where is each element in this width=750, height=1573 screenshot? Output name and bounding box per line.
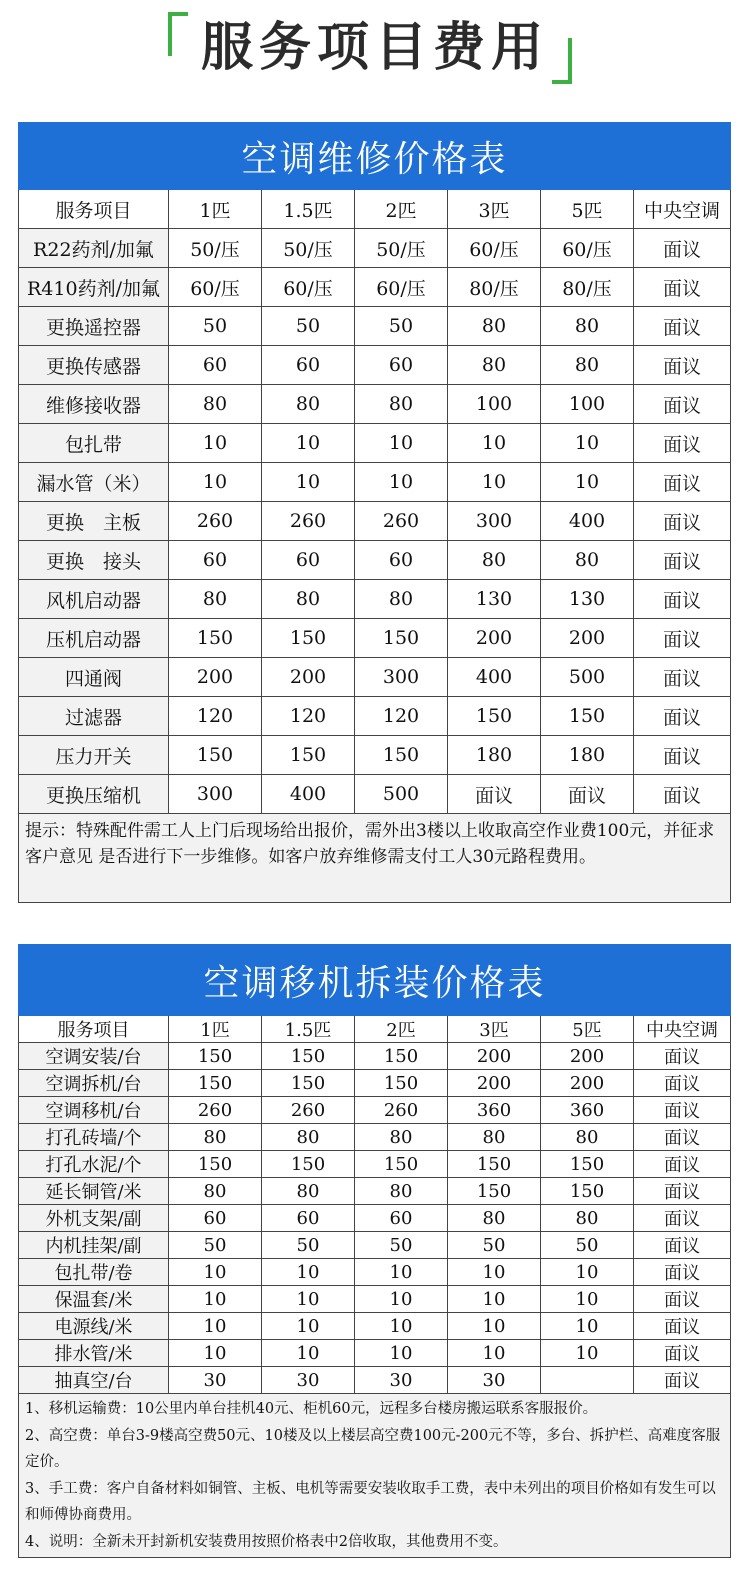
column-header: 1匹: [169, 190, 262, 229]
price-cell: 200: [262, 658, 355, 697]
price-cell: 10: [541, 1286, 634, 1313]
service-item-cell: 延长铜管/米: [19, 1178, 169, 1205]
price-cell: 80: [262, 580, 355, 619]
price-cell: 80: [448, 307, 541, 346]
price-cell: [541, 1367, 634, 1394]
price-cell: 500: [541, 658, 634, 697]
price-cell: 80: [541, 1205, 634, 1232]
price-cell: 80: [262, 385, 355, 424]
price-cell: 150: [355, 736, 448, 775]
price-cell: 50: [262, 1232, 355, 1259]
price-cell: 10: [448, 1286, 541, 1313]
service-item-cell: 内机挂架/副: [19, 1232, 169, 1259]
repair-table-title: 空调维修价格表: [19, 123, 731, 190]
table-row: [19, 1151, 731, 1178]
price-cell: 面议: [634, 658, 731, 697]
table-row: [19, 1097, 731, 1124]
price-cell: 50: [541, 1232, 634, 1259]
price-cell: 150: [448, 697, 541, 736]
table-row: [19, 1178, 731, 1205]
price-cell: 面议: [634, 424, 731, 463]
price-cell: 面议: [634, 502, 731, 541]
price-cell: 50/压: [262, 229, 355, 268]
table-row: [19, 580, 731, 619]
note-line: 1、移机运输费：10公里内单台挂机40元、柜机60元，远程多台楼房搬运联系客服报价。: [25, 1401, 598, 1417]
service-item-cell: 外机支架/副: [19, 1205, 169, 1232]
column-header: 服务项目: [19, 1016, 169, 1043]
price-cell: 10: [541, 463, 634, 502]
price-cell: 10: [262, 1340, 355, 1367]
price-cell: 150: [262, 619, 355, 658]
service-item-cell: 更换传感器: [19, 346, 169, 385]
price-cell: 面议: [634, 1286, 731, 1313]
price-cell: 300: [169, 775, 262, 814]
price-cell: 面议: [634, 1205, 731, 1232]
price-cell: 60/压: [169, 268, 262, 307]
table-row: [19, 424, 731, 463]
price-cell: 150: [448, 1151, 541, 1178]
price-cell: 面议: [634, 1070, 731, 1097]
price-cell: 10: [169, 1259, 262, 1286]
price-cell: 80: [169, 385, 262, 424]
price-cell: 10: [541, 1340, 634, 1367]
price-cell: 60: [169, 346, 262, 385]
column-header: 服务项目: [19, 190, 169, 229]
repair-price-table: [18, 122, 731, 903]
price-cell: 面议: [634, 1367, 731, 1394]
price-cell: 150: [262, 1151, 355, 1178]
price-cell: 150: [169, 736, 262, 775]
table-row: [19, 385, 731, 424]
price-cell: 260: [262, 502, 355, 541]
column-header: 中央空调: [634, 190, 731, 229]
price-cell: 80: [448, 1205, 541, 1232]
note-cell: [19, 814, 731, 903]
table-row: [19, 1340, 731, 1367]
price-cell: 150: [262, 736, 355, 775]
table-row: [19, 697, 731, 736]
price-cell: 面议: [634, 229, 731, 268]
header-row: [19, 1016, 731, 1043]
price-cell: 400: [262, 775, 355, 814]
note-row: [19, 814, 731, 903]
note-text: 提示：特殊配件需工人上门后现场给出报价，需外出3楼以上收取高空作业费100元，并征求客户意见 是否进行下一步维修。如客户放弃维修需支付工人30元路程费用。: [25, 821, 715, 867]
service-item-cell: 空调安装/台: [19, 1043, 169, 1070]
price-cell: 400: [448, 658, 541, 697]
price-cell: 10: [541, 424, 634, 463]
note-row: [19, 1394, 731, 1558]
price-cell: 10: [448, 424, 541, 463]
price-cell: 10: [169, 1340, 262, 1367]
service-item-cell: 压机启动器: [19, 619, 169, 658]
price-cell: 80: [169, 1178, 262, 1205]
price-cell: 100: [541, 385, 634, 424]
column-header: 1.5匹: [262, 190, 355, 229]
service-item-cell: R410药剂/加氟: [19, 268, 169, 307]
price-cell: 150: [169, 1151, 262, 1178]
install-table-title: 空调移机拆装价格表: [19, 945, 731, 1016]
price-cell: 150: [262, 1043, 355, 1070]
price-cell: 200: [541, 1043, 634, 1070]
install-price-table: [18, 944, 731, 1558]
price-cell: 10: [262, 424, 355, 463]
price-cell: 260: [169, 502, 262, 541]
price-cell: 30: [262, 1367, 355, 1394]
price-cell: 150: [169, 619, 262, 658]
table-row: [19, 1367, 731, 1394]
note-cell: [19, 1394, 731, 1558]
table-row: [19, 346, 731, 385]
price-cell: 150: [169, 1043, 262, 1070]
price-cell: 10: [355, 1286, 448, 1313]
header-row: [19, 190, 731, 229]
price-cell: 60: [355, 541, 448, 580]
price-cell: 10: [355, 1313, 448, 1340]
price-cell: 200: [541, 619, 634, 658]
price-cell: 10: [262, 1286, 355, 1313]
price-cell: 面议: [634, 580, 731, 619]
price-cell: 面议: [634, 541, 731, 580]
price-cell: 10: [448, 1313, 541, 1340]
price-cell: 150: [541, 1151, 634, 1178]
price-cell: 200: [448, 619, 541, 658]
price-cell: 400: [541, 502, 634, 541]
price-cell: 10: [355, 463, 448, 502]
note-line: 4、说明：全新未开封新机安装费用按照价格表中2倍收取，其他费用不变。: [25, 1533, 508, 1550]
price-cell: 150: [448, 1178, 541, 1205]
price-cell: 10: [355, 424, 448, 463]
price-cell: 180: [541, 736, 634, 775]
price-cell: 80: [355, 1178, 448, 1205]
table-row: [19, 1259, 731, 1286]
price-cell: 80: [448, 346, 541, 385]
page-title: 服务项目费用: [200, 18, 549, 78]
price-cell: 50/压: [355, 229, 448, 268]
price-cell: 60: [262, 541, 355, 580]
service-item-cell: 维修接收器: [19, 385, 169, 424]
service-item-cell: 包扎带/卷: [19, 1259, 169, 1286]
table-row: [19, 1286, 731, 1313]
price-cell: 面议: [634, 268, 731, 307]
table-row: [19, 658, 731, 697]
table-row: [19, 307, 731, 346]
service-item-cell: 排水管/米: [19, 1340, 169, 1367]
price-cell: 150: [355, 1070, 448, 1097]
service-item-cell: 打孔砖墙/个: [19, 1124, 169, 1151]
price-cell: 50: [355, 1232, 448, 1259]
price-cell: 60: [169, 541, 262, 580]
price-cell: 50: [448, 1232, 541, 1259]
price-cell: 10: [541, 1313, 634, 1340]
price-cell: 50: [355, 307, 448, 346]
price-cell: 260: [262, 1097, 355, 1124]
price-cell: 面议: [634, 1097, 731, 1124]
price-cell: 80: [355, 1124, 448, 1151]
price-cell: 180: [448, 736, 541, 775]
price-cell: 60: [355, 346, 448, 385]
price-cell: 10: [262, 1259, 355, 1286]
service-item-cell: 更换 接头: [19, 541, 169, 580]
price-cell: 面议: [634, 463, 731, 502]
column-header: 2匹: [355, 1016, 448, 1043]
column-header: 3匹: [448, 190, 541, 229]
table-row: [19, 1124, 731, 1151]
price-cell: 面议: [541, 775, 634, 814]
column-header: 1匹: [169, 1016, 262, 1043]
price-cell: 10: [169, 463, 262, 502]
service-item-cell: 空调拆机/台: [19, 1070, 169, 1097]
table-row: [19, 1232, 731, 1259]
price-cell: 60/压: [355, 268, 448, 307]
price-cell: 面议: [634, 307, 731, 346]
price-cell: 100: [448, 385, 541, 424]
service-item-cell: 风机启动器: [19, 580, 169, 619]
price-cell: 10: [448, 1340, 541, 1367]
price-cell: 80: [448, 541, 541, 580]
price-cell: 面议: [448, 775, 541, 814]
price-cell: 80: [448, 1124, 541, 1151]
price-cell: 150: [355, 619, 448, 658]
service-item-cell: 更换压缩机: [19, 775, 169, 814]
service-item-cell: 更换遥控器: [19, 307, 169, 346]
price-cell: 80: [355, 580, 448, 619]
price-cell: 10: [355, 1340, 448, 1367]
price-cell: 60: [169, 1205, 262, 1232]
service-item-cell: 保温套/米: [19, 1286, 169, 1313]
price-cell: 10: [169, 424, 262, 463]
price-cell: 60/压: [262, 268, 355, 307]
price-cell: 80: [355, 385, 448, 424]
table-row: [19, 1205, 731, 1232]
table-row: [19, 1313, 731, 1340]
table-row: [19, 775, 731, 814]
price-cell: 80: [169, 580, 262, 619]
column-header: 3匹: [448, 1016, 541, 1043]
price-cell: 面议: [634, 1151, 731, 1178]
repair-table-body: [19, 190, 731, 903]
price-cell: 30: [448, 1367, 541, 1394]
service-item-cell: 压力开关: [19, 736, 169, 775]
price-cell: 150: [541, 697, 634, 736]
price-cell: 60/压: [448, 229, 541, 268]
service-item-cell: 包扎带: [19, 424, 169, 463]
price-cell: 300: [448, 502, 541, 541]
table-row: [19, 229, 731, 268]
price-cell: 500: [355, 775, 448, 814]
price-cell: 面议: [634, 775, 731, 814]
price-cell: 150: [262, 1070, 355, 1097]
price-cell: 60/压: [541, 229, 634, 268]
price-cell: 面议: [634, 346, 731, 385]
price-cell: 80: [262, 1124, 355, 1151]
price-cell: 10: [355, 1259, 448, 1286]
price-cell: 10: [541, 1259, 634, 1286]
note-line: 2、高空费：单台3-9楼高空费50元、10楼及以上楼层高空费100元-200元不等，多台、拆护栏、高难度客服定价。: [25, 1427, 721, 1470]
price-cell: 面议: [634, 1340, 731, 1367]
price-cell: 面议: [634, 697, 731, 736]
table-row: [19, 502, 731, 541]
price-cell: 80/压: [448, 268, 541, 307]
price-cell: 50: [169, 1232, 262, 1259]
price-cell: 80: [169, 1124, 262, 1151]
price-cell: 200: [448, 1043, 541, 1070]
price-cell: 360: [541, 1097, 634, 1124]
price-cell: 面议: [634, 1313, 731, 1340]
price-cell: 10: [448, 1259, 541, 1286]
price-cell: 80: [262, 1178, 355, 1205]
price-cell: 260: [169, 1097, 262, 1124]
column-header: 5匹: [541, 1016, 634, 1043]
price-cell: 260: [355, 1097, 448, 1124]
price-cell: 10: [262, 463, 355, 502]
price-cell: 80: [541, 541, 634, 580]
table-row: [19, 736, 731, 775]
price-cell: 150: [541, 1178, 634, 1205]
price-cell: 130: [448, 580, 541, 619]
service-item-cell: 电源线/米: [19, 1313, 169, 1340]
price-cell: 200: [169, 658, 262, 697]
price-cell: 360: [448, 1097, 541, 1124]
service-item-cell: 打孔水泥/个: [19, 1151, 169, 1178]
table-row: [19, 463, 731, 502]
price-cell: 10: [169, 1286, 262, 1313]
table-row: [19, 268, 731, 307]
service-item-cell: 空调移机/台: [19, 1097, 169, 1124]
price-cell: 130: [541, 580, 634, 619]
table-row: [19, 619, 731, 658]
price-cell: 面议: [634, 1259, 731, 1286]
price-cell: 50/压: [169, 229, 262, 268]
price-cell: 60: [355, 1205, 448, 1232]
price-cell: 150: [169, 1070, 262, 1097]
price-cell: 150: [355, 1151, 448, 1178]
price-cell: 200: [448, 1070, 541, 1097]
price-cell: 60: [262, 346, 355, 385]
price-cell: 80: [541, 1124, 634, 1151]
price-cell: 10: [169, 1313, 262, 1340]
service-item-cell: 漏水管（米）: [19, 463, 169, 502]
price-cell: 200: [541, 1070, 634, 1097]
table-row: [19, 1043, 731, 1070]
price-cell: 面议: [634, 1043, 731, 1070]
table-row: [19, 1070, 731, 1097]
column-header: 2匹: [355, 190, 448, 229]
price-cell: 面议: [634, 1124, 731, 1151]
service-item-cell: 过滤器: [19, 697, 169, 736]
price-cell: 30: [355, 1367, 448, 1394]
price-cell: 260: [355, 502, 448, 541]
column-header: 中央空调: [634, 1016, 731, 1043]
note-line: 3、手工费：客户自备材料如铜管、主板、电机等需要安装收取手工费，表中未列出的项目价格如有发生可以和师傅协商费用。: [25, 1480, 716, 1523]
price-cell: 60: [262, 1205, 355, 1232]
price-cell: 120: [262, 697, 355, 736]
price-cell: 10: [448, 463, 541, 502]
price-cell: 面议: [634, 385, 731, 424]
price-cell: 面议: [634, 1232, 731, 1259]
price-cell: 50: [169, 307, 262, 346]
table-row: [19, 541, 731, 580]
service-item-cell: 四通阀: [19, 658, 169, 697]
price-cell: 面议: [634, 736, 731, 775]
price-cell: 80: [541, 307, 634, 346]
price-cell: 80: [541, 346, 634, 385]
price-cell: 150: [355, 1043, 448, 1070]
price-cell: 300: [355, 658, 448, 697]
page-header: [0, 0, 750, 100]
price-cell: 10: [262, 1313, 355, 1340]
price-cell: 30: [169, 1367, 262, 1394]
price-cell: 120: [355, 697, 448, 736]
price-cell: 80/压: [541, 268, 634, 307]
price-cell: 120: [169, 697, 262, 736]
column-header: 5匹: [541, 190, 634, 229]
price-cell: 50: [262, 307, 355, 346]
service-item-cell: 抽真空/台: [19, 1367, 169, 1394]
service-item-cell: R22药剂/加氟: [19, 229, 169, 268]
install-table-body: [19, 1016, 731, 1558]
price-cell: 面议: [634, 1178, 731, 1205]
service-item-cell: 更换 主板: [19, 502, 169, 541]
price-cell: 面议: [634, 619, 731, 658]
column-header: 1.5匹: [262, 1016, 355, 1043]
